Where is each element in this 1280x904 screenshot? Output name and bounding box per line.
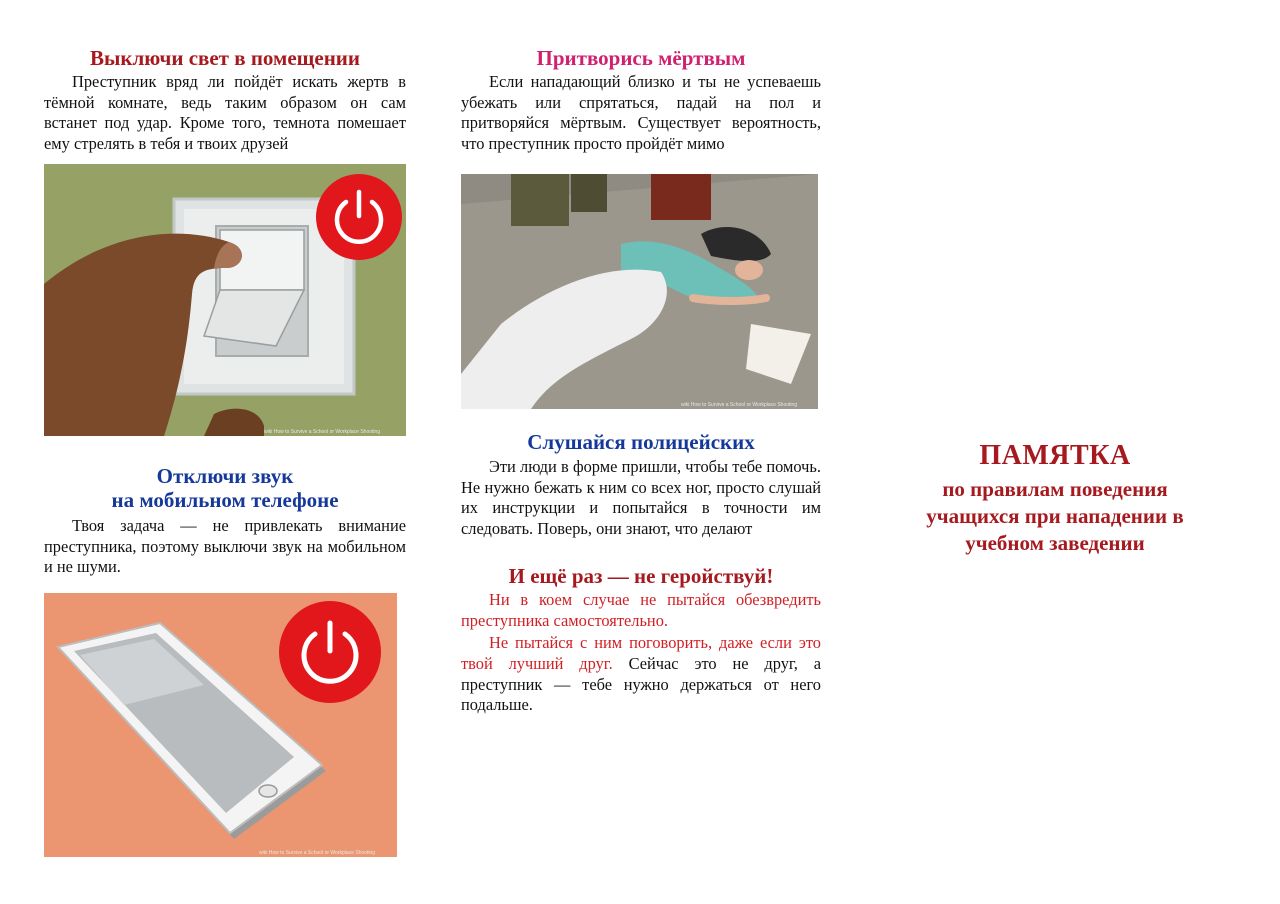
text-lights-off: Преступник вряд ли пойдёт искать жертв в тёмной комнате, ведь таким образом он сам встанет под удар. Кроме того, темнота помешает ему стрелять в тебя и твоих друзей [44,72,406,153]
subtitle-line1: по правилам поведения [942,477,1168,502]
text-no-hero-1: Ни в коем случае не пытайся обезвредить преступника самостоятельно. [461,590,821,630]
subtitle-line2: учащихся при нападении в [926,504,1184,529]
subtitle-line3: учебном заведении [965,531,1145,556]
section-obey-police [461,430,821,540]
section-no-hero [461,564,821,716]
heading-no-hero: И ещё раз — не геройствуй! [508,564,774,588]
heading-mute-phone-line1: Отключи звук [156,464,294,488]
heading-play-dead: Притворись мёртвым [536,46,746,70]
text-play-dead: Если нападающий близко и ты не успеваешь убежать или спрятаться, падай на пол и притворяйся мёртвым. Существует вероятность, что преступник просто пройдёт мимо [461,72,821,153]
title-memo: ПАМЯТКА [979,440,1131,471]
image-light-switch [44,164,406,436]
section-mute-phone [44,464,406,578]
text-no-hero-2-rest: Сейчас это не друг, а преступник — тебе нужно держаться от него подальше. [461,653,821,715]
text-no-hero-2-red: Не пытайся с ним поговорить, даже если это твой лучший друг. [461,633,821,673]
title-block [880,440,1230,557]
image-caption-lying: wiki How to Survive a School or Workplace Shooting [681,402,798,408]
text-mute-phone: Твоя задача — не привлекать внимание преступника, поэтому выключи звук на мобильном и не шуми. [44,516,406,577]
image-caption-phone: wiki How to Survive a School or Workplace Shooting [259,850,376,856]
heading-mute-phone-line2: на мобильном телефоне [111,488,339,513]
heading-lights-off: Выключи свет в помещении [89,46,361,70]
power-icon-phone [279,601,381,703]
column-left [44,46,406,155]
image-lying-girl [461,174,818,409]
image-caption-switch: wiki How to Survive a School or Workplace Shooting [264,429,381,435]
text-obey-police: Эти люди в форме пришли, чтобы тебе помочь. Не нужно бежать к ним со всех ног, просто слушай их инструкции и попытайся в точности им следовать. Поверь, они знают, что делают [461,457,821,538]
text-no-hero-2 [461,633,821,715]
power-icon-switch [316,174,402,260]
heading-obey-police: Слушайся полицейских [527,430,755,454]
image-phone [44,593,397,857]
section-play-dead [461,46,821,155]
